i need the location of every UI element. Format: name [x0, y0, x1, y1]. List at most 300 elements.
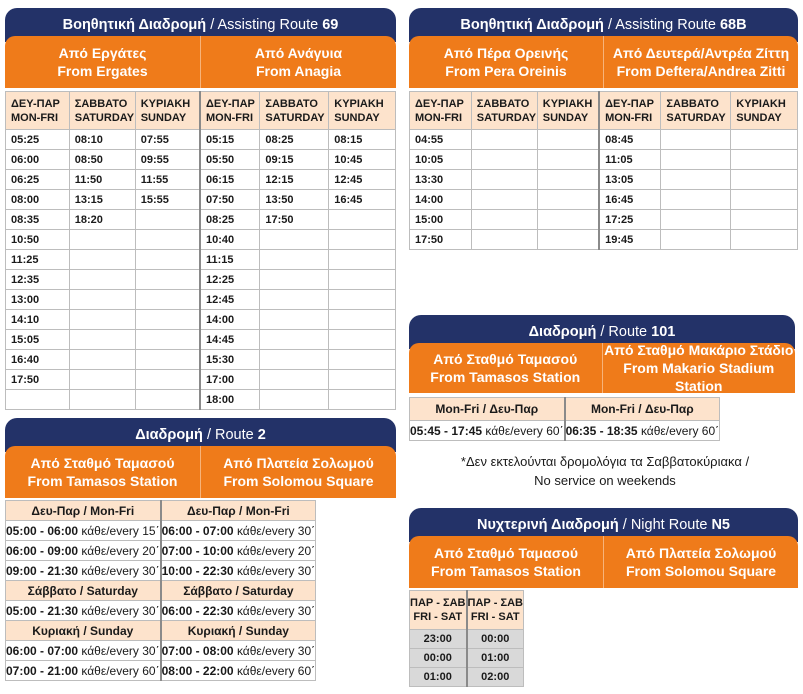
interval-row	[6, 641, 316, 661]
departure-time	[731, 190, 798, 210]
departure-time: 12:45	[329, 170, 396, 190]
table-row	[6, 130, 396, 150]
departure-time: 14:00	[410, 190, 472, 210]
departure-time: 16:40	[6, 350, 70, 370]
interval-frequency: κάθε/every 30΄	[236, 603, 316, 618]
departure-time: 11:50	[69, 170, 135, 190]
table-row	[6, 350, 396, 370]
route-n5-directions	[409, 536, 798, 588]
day-head-en: FRI - SAT	[470, 611, 520, 623]
route-69-direction-2	[200, 36, 396, 88]
column-header-gr: ΣΑΒΒΑΤΟ	[265, 97, 318, 110]
route-101-interval-1	[410, 421, 565, 441]
departure-time: 00:00	[467, 630, 524, 649]
departure-time	[260, 330, 329, 350]
departure-time	[329, 390, 396, 410]
departure-time: 18:20	[69, 210, 135, 230]
departure-time: 15:30	[200, 350, 260, 370]
departure-time	[135, 390, 200, 410]
departure-time	[731, 230, 798, 250]
table-row	[410, 170, 798, 190]
table-row	[6, 310, 396, 330]
route-69-number: 69	[322, 17, 339, 33]
departure-time: 07:55	[135, 130, 200, 150]
day-section-label: Δευ-Παρ / Mon-Fri	[6, 501, 161, 521]
departure-time	[6, 390, 70, 410]
route-101-directions	[409, 343, 795, 393]
route-101-schedule	[409, 397, 720, 441]
departure-time: 09:15	[260, 150, 329, 170]
route-2-number: 2	[257, 427, 266, 443]
departure-time: 12:15	[260, 170, 329, 190]
direction-label-en: From Deftera/Andrea Zitti	[616, 63, 786, 79]
departure-time: 09:55	[135, 150, 200, 170]
route-n5-title-en: / Night Route	[622, 517, 708, 533]
interval-frequency: κάθε/every 20΄	[236, 543, 316, 558]
route-n5-direction-1	[409, 536, 603, 588]
table-row	[410, 230, 798, 250]
day-section-label: Δευ-Παρ / Mon-Fri	[161, 501, 316, 521]
interval-time: 06:00 - 09:00	[6, 543, 79, 558]
column-header-en: MON-FRI	[11, 111, 59, 124]
departure-time: 19:45	[599, 230, 661, 250]
interval-frequency: κάθε/every 15΄	[81, 523, 160, 538]
column-header	[537, 92, 599, 130]
weekend-service-note	[408, 452, 802, 490]
direction-label-gr: Από Εργάτες	[58, 45, 147, 61]
column-header-en: SUNDAY	[542, 111, 589, 124]
interval-frequency: κάθε/every 30΄	[81, 643, 160, 658]
column-header	[410, 92, 472, 130]
departure-time	[661, 190, 731, 210]
departure-time: 06:25	[6, 170, 70, 190]
departure-time: 14:00	[200, 310, 260, 330]
direction-label-gr: Από Σταθμό Ταμασού	[433, 545, 579, 561]
day-section-row	[6, 621, 316, 641]
departure-time: 18:00	[200, 390, 260, 410]
departure-time	[329, 230, 396, 250]
interval-time: 08:00 - 22:00	[161, 663, 234, 678]
day-section-label: Σάββατο / Saturday	[6, 581, 161, 601]
departure-time	[135, 210, 200, 230]
interval-frequency: κάθε/every 30΄	[81, 563, 160, 578]
departure-time	[69, 330, 135, 350]
table-row	[6, 250, 396, 270]
departure-time	[135, 250, 200, 270]
departure-time	[135, 370, 200, 390]
departure-time	[260, 390, 329, 410]
table-row	[6, 330, 396, 350]
column-header-en: MON-FRI	[605, 111, 653, 124]
route-2-title-en: / Route	[206, 427, 254, 443]
departure-time	[537, 170, 599, 190]
table-row	[410, 130, 798, 150]
column-header-en: SATURDAY	[476, 111, 537, 124]
departure-time	[731, 170, 798, 190]
route-68b-directions	[409, 36, 798, 88]
departure-time	[260, 310, 329, 330]
column-header-en: SATURDAY	[74, 111, 135, 124]
direction-label-gr: Από Ανάγυια	[254, 45, 343, 61]
column-header	[260, 92, 329, 130]
route-68b-timetable	[409, 91, 798, 250]
route-68b-title-en: / Assisting Route	[607, 17, 716, 33]
column-header-gr: ΚΥΡΙΑΚΗ	[334, 97, 384, 110]
departure-time	[69, 350, 135, 370]
interval-row	[6, 541, 316, 561]
departure-time: 08:25	[260, 130, 329, 150]
table-row	[410, 210, 798, 230]
departure-time: 05:50	[200, 150, 260, 170]
interval-cell	[161, 601, 316, 621]
departure-time	[537, 190, 599, 210]
column-header-en: SATURDAY	[666, 111, 726, 124]
column-header-gr: ΚΥΡΙΑΚΗ	[140, 97, 191, 110]
departure-time: 00:00	[410, 649, 467, 668]
interval-cell	[161, 641, 316, 661]
route-69-panel	[5, 8, 396, 406]
column-header	[200, 92, 260, 130]
departure-time: 08:25	[200, 210, 260, 230]
route-101-number: 101	[651, 324, 676, 340]
column-header-gr: ΣΑΒΒΑΤΟ	[476, 97, 530, 110]
day-head-en: FRI - SAT	[413, 611, 463, 623]
departure-time	[260, 250, 329, 270]
departure-time	[69, 290, 135, 310]
departure-time: 10:05	[410, 150, 472, 170]
departure-time: 08:00	[6, 190, 70, 210]
departure-time	[661, 170, 731, 190]
table-row	[6, 270, 396, 290]
departure-time	[69, 270, 135, 290]
direction-label-gr: Από Σταθμό Μακάριο Στάδιο	[604, 342, 794, 358]
route-69-direction-1	[5, 36, 200, 88]
column-header-gr: ΔΕΥ-ΠΑΡ	[605, 97, 654, 110]
route-68b-direction-2	[603, 36, 798, 88]
interval-time: 06:00 - 07:00	[161, 523, 234, 538]
departure-time	[329, 370, 396, 390]
column-header-gr: ΔΕΥ-ΠΑΡ	[205, 97, 255, 110]
departure-time: 17:50	[410, 230, 472, 250]
departure-time: 15:55	[135, 190, 200, 210]
departure-time	[329, 350, 396, 370]
interval-frequency: κάθε/every 60΄	[236, 663, 316, 678]
departure-time: 06:15	[200, 170, 260, 190]
route-101-direction-2	[602, 343, 796, 393]
column-header	[661, 92, 731, 130]
departure-time: 11:25	[6, 250, 70, 270]
departure-time	[661, 130, 731, 150]
departure-time: 01:00	[410, 668, 467, 687]
column-header	[69, 92, 135, 130]
interval-cell	[6, 561, 161, 581]
departure-time: 08:10	[69, 130, 135, 150]
column-header-row	[410, 92, 798, 130]
route-69-title-en: / Assisting Route	[210, 17, 319, 33]
departure-time: 13:05	[599, 170, 661, 190]
route-68b-direction-1	[409, 36, 603, 88]
departure-time: 16:45	[329, 190, 396, 210]
interval-time: 05:00 - 21:30	[6, 603, 79, 618]
column-header-gr: ΣΑΒΒΑΤΟ	[666, 97, 719, 110]
table-row	[410, 630, 524, 649]
departure-time: 02:00	[467, 668, 524, 687]
table-row	[6, 390, 396, 410]
interval-time: 06:35 - 18:35	[565, 423, 638, 438]
departure-time	[260, 370, 329, 390]
departure-time	[69, 390, 135, 410]
departure-time	[329, 330, 396, 350]
departure-time	[329, 290, 396, 310]
interval-frequency: κάθε/every 60΄	[485, 423, 564, 438]
direction-label-gr: Από Σταθμό Ταμασού	[433, 351, 578, 367]
departure-time: 04:55	[410, 130, 472, 150]
departure-time	[731, 210, 798, 230]
interval-frequency: κάθε/every 60΄	[640, 423, 720, 438]
interval-cell	[6, 521, 161, 541]
column-header	[6, 92, 70, 130]
direction-label-en: From Solomou Square	[223, 473, 374, 489]
column-header-gr: ΣΑΒΒΑΤΟ	[74, 97, 128, 110]
route-n5-direction-2	[603, 536, 798, 588]
column-header-en: MON-FRI	[205, 111, 254, 124]
interval-frequency: κάθε/every 20΄	[81, 543, 160, 558]
departure-time	[135, 330, 200, 350]
route-2-schedule	[5, 500, 316, 681]
day-head-gr: ΠΑΡ - ΣΑΒ	[467, 597, 523, 609]
table-row	[6, 230, 396, 250]
column-header-gr: ΚΥΡΙΑΚΗ	[736, 97, 786, 110]
departure-time: 08:50	[69, 150, 135, 170]
day-section-label: Κυριακή / Sunday	[161, 621, 316, 641]
table-row	[6, 150, 396, 170]
departure-time	[135, 230, 200, 250]
departure-time: 11:05	[599, 150, 661, 170]
route-101-panel	[409, 315, 795, 445]
departure-time: 13:00	[6, 290, 70, 310]
route-2-direction-2	[200, 446, 396, 498]
interval-row	[6, 661, 316, 681]
departure-time: 13:15	[69, 190, 135, 210]
departure-time	[260, 270, 329, 290]
departure-time: 08:15	[329, 130, 396, 150]
route-n5-day-head-2	[467, 591, 524, 630]
table-row	[6, 210, 396, 230]
route-101-title-gr: Διαδρομή	[528, 324, 597, 340]
direction-label-en: From Tamasos Station	[430, 369, 581, 385]
route-2-title-gr: Διαδρομή	[135, 427, 203, 443]
departure-time: 17:25	[599, 210, 661, 230]
interval-cell	[6, 641, 161, 661]
day-section-label: Σάββατο / Saturday	[161, 581, 316, 601]
day-section-label: Κυριακή / Sunday	[6, 621, 161, 641]
departure-time: 10:40	[200, 230, 260, 250]
interval-cell	[161, 541, 316, 561]
departure-time: 08:35	[6, 210, 70, 230]
departure-time	[661, 150, 731, 170]
column-header	[599, 92, 661, 130]
interval-time: 10:00 - 22:30	[161, 563, 234, 578]
route-69-timetable	[5, 91, 396, 410]
route-n5-panel	[409, 508, 798, 690]
departure-time: 14:45	[200, 330, 260, 350]
route-69-title-gr: Βοηθητική Διαδρομή	[62, 17, 207, 33]
departure-time: 12:25	[200, 270, 260, 290]
interval-time: 09:00 - 21:30	[6, 563, 79, 578]
direction-label-gr: Από Σταθμό Ταμασού	[30, 455, 175, 471]
interval-cell	[6, 541, 161, 561]
route-101-day-label-2: Mon-Fri / Δευ-Παρ	[565, 398, 720, 421]
direction-label-en: From Makario Stadium Station	[623, 360, 775, 394]
departure-time	[135, 310, 200, 330]
interval-time: 06:00 - 07:00	[6, 643, 79, 658]
column-header-gr: ΔΕΥ-ΠΑΡ	[11, 97, 60, 110]
column-header	[135, 92, 200, 130]
column-header-en: MON-FRI	[415, 111, 463, 124]
interval-time: 07:00 - 10:00	[161, 543, 234, 558]
interval-time: 05:45 - 17:45	[410, 423, 483, 438]
table-row	[6, 190, 396, 210]
day-section-row	[6, 501, 316, 521]
interval-cell	[6, 601, 161, 621]
route-n5-day-head-1	[410, 591, 467, 630]
interval-frequency: κάθε/every 60΄	[81, 663, 160, 678]
departure-time: 05:15	[200, 130, 260, 150]
departure-time	[260, 350, 329, 370]
column-header-en: SUNDAY	[736, 111, 782, 124]
route-2-panel	[5, 418, 396, 690]
day-section-row	[6, 581, 316, 601]
direction-label-gr: Από Πλατεία Σολωμού	[223, 455, 374, 471]
departure-time: 10:45	[329, 150, 396, 170]
departure-time: 15:05	[6, 330, 70, 350]
departure-time	[471, 190, 537, 210]
interval-cell	[161, 561, 316, 581]
table-row	[6, 170, 396, 190]
route-68b-title-gr: Βοηθητική Διαδρομή	[460, 17, 604, 33]
departure-time	[731, 130, 798, 150]
departure-time: 11:55	[135, 170, 200, 190]
interval-row	[6, 601, 316, 621]
departure-time	[471, 210, 537, 230]
direction-label-en: From Tamasos Station	[27, 473, 178, 489]
day-head-gr: ΠΑΡ - ΣΑΒ	[410, 597, 466, 609]
departure-time	[471, 170, 537, 190]
departure-time: 10:50	[6, 230, 70, 250]
direction-label-gr: Από Πέρα Ορεινής	[443, 45, 569, 61]
departure-time	[135, 350, 200, 370]
route-2-direction-1	[5, 446, 200, 498]
interval-time: 06:00 - 22:30	[161, 603, 234, 618]
route-68b-number: 68B	[719, 17, 747, 33]
direction-label-gr: Από Δευτερά/Αντρέα Ζίττη	[612, 45, 790, 61]
departure-time	[69, 250, 135, 270]
table-row	[6, 290, 396, 310]
column-header	[731, 92, 798, 130]
interval-frequency: κάθε/every 30΄	[236, 563, 316, 578]
note-line-gr: *Δεν εκτελούνται δρομολόγια τα Σαββατοκύριακα /	[460, 454, 750, 469]
column-header-en: SUNDAY	[334, 111, 380, 124]
departure-time	[329, 210, 396, 230]
table-row	[6, 370, 396, 390]
interval-row	[6, 521, 316, 541]
column-header-en: SUNDAY	[140, 111, 187, 124]
departure-time: 13:50	[260, 190, 329, 210]
departure-time	[537, 130, 599, 150]
departure-time	[260, 290, 329, 310]
table-row	[410, 649, 524, 668]
interval-frequency: κάθε/every 30΄	[236, 643, 316, 658]
departure-time: 11:15	[200, 250, 260, 270]
route-101-title-en: / Route	[600, 324, 648, 340]
departure-time: 08:45	[599, 130, 661, 150]
column-header-en: SATURDAY	[265, 111, 325, 124]
direction-label-en: From Ergates	[57, 63, 148, 79]
departure-time	[135, 270, 200, 290]
interval-frequency: κάθε/every 30΄	[81, 603, 160, 618]
departure-time	[69, 230, 135, 250]
interval-cell	[161, 661, 316, 681]
departure-time: 13:30	[410, 170, 472, 190]
departure-time	[329, 270, 396, 290]
departure-time: 01:00	[467, 649, 524, 668]
departure-time: 17:00	[200, 370, 260, 390]
departure-time	[471, 230, 537, 250]
column-header	[329, 92, 396, 130]
departure-time	[537, 230, 599, 250]
departure-time	[471, 150, 537, 170]
departure-time	[135, 290, 200, 310]
route-n5-number: N5	[711, 517, 730, 533]
departure-time	[329, 310, 396, 330]
departure-time: 12:35	[6, 270, 70, 290]
direction-label-en: From Pera Oreinis	[445, 63, 567, 79]
departure-time: 16:45	[599, 190, 661, 210]
departure-time: 17:50	[6, 370, 70, 390]
departure-time	[661, 210, 731, 230]
direction-label-en: From Tamasos Station	[431, 563, 581, 579]
route-n5-schedule	[409, 590, 524, 687]
route-101-direction-1	[409, 343, 602, 393]
departure-time: 15:00	[410, 210, 472, 230]
departure-time	[537, 150, 599, 170]
table-row	[410, 150, 798, 170]
departure-time	[731, 150, 798, 170]
column-header-gr: ΔΕΥ-ΠΑΡ	[415, 97, 464, 110]
departure-time: 23:00	[410, 630, 467, 649]
route-68b-panel	[409, 8, 798, 244]
departure-time: 14:10	[6, 310, 70, 330]
interval-time: 07:00 - 08:00	[161, 643, 234, 658]
departure-time	[69, 310, 135, 330]
interval-row	[6, 561, 316, 581]
route-69-directions	[5, 36, 396, 88]
departure-time: 17:50	[260, 210, 329, 230]
column-header	[471, 92, 537, 130]
departure-time	[260, 230, 329, 250]
direction-label-en: From Solomou Square	[625, 563, 777, 579]
departure-time: 05:25	[6, 130, 70, 150]
table-row	[410, 668, 524, 687]
route-101-interval-2	[565, 421, 720, 441]
departure-time: 06:00	[6, 150, 70, 170]
departure-time	[329, 250, 396, 270]
route-2-directions	[5, 446, 396, 498]
departure-time	[661, 230, 731, 250]
departure-time	[537, 210, 599, 230]
interval-cell	[6, 661, 161, 681]
table-row	[410, 190, 798, 210]
